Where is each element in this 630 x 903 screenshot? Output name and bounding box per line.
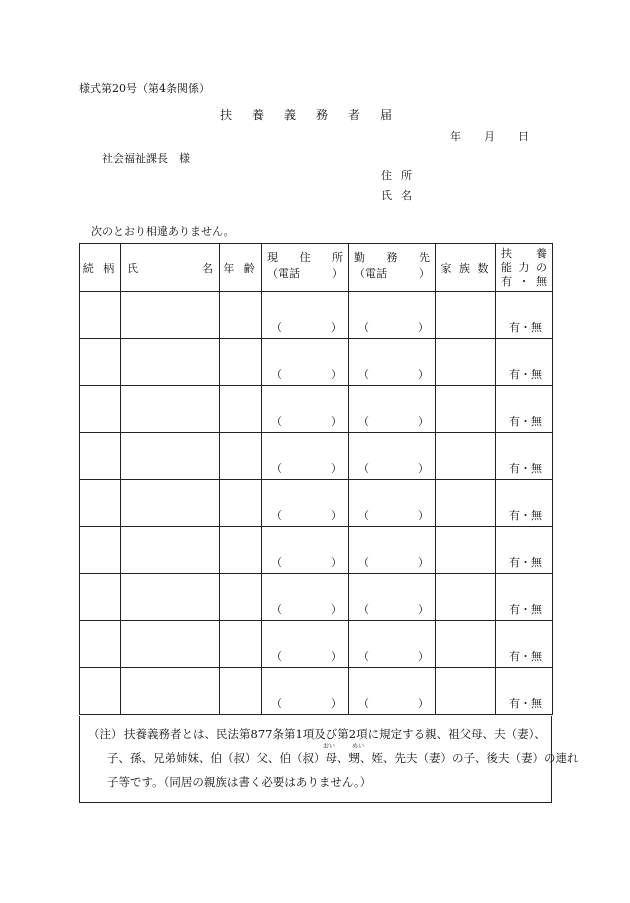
phone-parens xyxy=(262,648,348,664)
age-cell[interactable] xyxy=(220,292,262,339)
phone-parens xyxy=(349,366,435,382)
header-text: 養 xyxy=(536,247,547,260)
document-title xyxy=(220,106,412,123)
applicant-name-label xyxy=(381,187,421,203)
relationship-cell[interactable] xyxy=(80,480,121,527)
header-text: （電話 xyxy=(354,267,387,280)
phone-parens xyxy=(349,413,435,429)
relationship-cell[interactable] xyxy=(80,386,121,433)
title-char: 届 xyxy=(380,108,393,122)
header-text: 力 xyxy=(518,261,530,274)
table-row xyxy=(80,574,553,621)
workplace-cell[interactable] xyxy=(349,527,436,574)
workplace-cell[interactable] xyxy=(349,668,436,715)
yes-no-label[interactable]: 有・無 xyxy=(509,697,542,710)
header-age xyxy=(220,244,262,292)
address-cell[interactable] xyxy=(262,386,349,433)
relationship-cell[interactable] xyxy=(80,339,121,386)
paren-open: （ xyxy=(358,650,369,663)
workplace-cell[interactable] xyxy=(349,621,436,668)
family-count-cell[interactable] xyxy=(436,480,496,527)
header-text: 有 xyxy=(501,275,512,288)
yes-no-label[interactable]: 有・無 xyxy=(509,603,542,616)
header-text: 氏 xyxy=(127,261,138,275)
address-cell[interactable] xyxy=(262,621,349,668)
family-count-cell[interactable] xyxy=(436,668,496,715)
relationship-cell[interactable] xyxy=(80,433,121,480)
header-text: 名 xyxy=(202,261,213,275)
address-cell[interactable] xyxy=(262,339,349,386)
paren-open: （ xyxy=(271,650,282,663)
address-cell[interactable] xyxy=(262,433,349,480)
table-row xyxy=(80,292,553,339)
relationship-cell[interactable] xyxy=(80,527,121,574)
address-cell[interactable] xyxy=(262,574,349,621)
yes-no-label[interactable]: 有・無 xyxy=(509,321,542,334)
age-cell[interactable] xyxy=(220,433,262,480)
date-day: 日 xyxy=(518,130,529,143)
table-row xyxy=(80,621,553,668)
relationship-cell[interactable] xyxy=(80,292,121,339)
addressee: 社会福祉課長 様 xyxy=(102,152,190,165)
header-text: ） xyxy=(332,267,343,280)
paren-open: （ xyxy=(358,556,369,569)
phone-parens xyxy=(262,695,348,711)
family-count-cell[interactable] xyxy=(436,433,496,480)
family-count-cell[interactable] xyxy=(436,621,496,668)
workplace-cell[interactable] xyxy=(349,339,436,386)
note-line-2: 子、孫、兄弟姉妹、伯（叔）父、伯（叔）母、甥、姪、先夫（妻）の子、後夫（妻）の連れ xyxy=(107,751,579,765)
note-box xyxy=(79,716,579,803)
paren-close: ） xyxy=(331,321,342,334)
label-char: 名 xyxy=(401,189,412,202)
workplace-cell[interactable] xyxy=(349,480,436,527)
header-text: の xyxy=(536,261,547,274)
header-relationship xyxy=(80,244,121,292)
age-cell[interactable] xyxy=(220,339,262,386)
table-row xyxy=(80,386,553,433)
header-text: 勤 xyxy=(354,251,365,264)
header-text: 住 xyxy=(299,251,311,264)
address-cell[interactable] xyxy=(262,527,349,574)
phone-parens xyxy=(262,460,348,476)
paren-close: ） xyxy=(331,462,342,475)
support-ability-cell xyxy=(496,574,553,621)
name-cell[interactable] xyxy=(121,527,220,574)
name-cell[interactable] xyxy=(121,433,220,480)
table-row xyxy=(80,668,553,715)
ruby-oi: おい xyxy=(323,743,336,750)
date-line xyxy=(450,128,552,144)
relationship-cell[interactable] xyxy=(80,574,121,621)
paren-close: ） xyxy=(418,509,429,522)
phone-parens xyxy=(349,695,435,711)
date-year: 年 xyxy=(450,130,461,143)
header-text: 無 xyxy=(536,275,547,288)
header-text: 能 xyxy=(501,261,512,274)
header-text: 家 族 数 xyxy=(440,261,491,275)
name-cell[interactable] xyxy=(121,480,220,527)
header-family-count xyxy=(436,244,496,292)
paren-open: （ xyxy=(271,415,282,428)
address-cell[interactable] xyxy=(262,480,349,527)
paren-close: ） xyxy=(331,368,342,381)
paren-open: （ xyxy=(271,697,282,710)
header-text: 務 xyxy=(386,251,398,264)
paren-open: （ xyxy=(358,462,369,475)
support-ability-cell xyxy=(496,433,553,480)
label-char: 所 xyxy=(401,169,412,182)
header-name xyxy=(121,244,220,292)
note-line-3: 子等です。（同居の親族は書く必要はありません。） xyxy=(107,775,372,789)
phone-parens xyxy=(262,413,348,429)
paren-open: （ xyxy=(358,321,369,334)
family-count-cell[interactable] xyxy=(436,574,496,621)
address-cell[interactable] xyxy=(262,668,349,715)
yes-no-label[interactable]: 有・無 xyxy=(509,415,542,428)
support-ability-cell xyxy=(496,527,553,574)
address-cell[interactable] xyxy=(262,292,349,339)
age-cell[interactable] xyxy=(220,480,262,527)
applicant-address-label xyxy=(381,167,421,183)
title-char: 義 xyxy=(284,108,297,122)
relationship-cell[interactable] xyxy=(80,621,121,668)
support-ability-cell xyxy=(496,292,553,339)
table-header-row xyxy=(80,244,553,292)
paren-open: （ xyxy=(358,509,369,522)
paren-close: ） xyxy=(418,603,429,616)
paren-open: （ xyxy=(271,509,282,522)
paren-open: （ xyxy=(271,321,282,334)
paren-open: （ xyxy=(271,556,282,569)
header-workplace xyxy=(349,244,436,292)
workplace-cell[interactable] xyxy=(349,433,436,480)
header-text: （電話 xyxy=(267,267,300,280)
age-cell[interactable] xyxy=(220,621,262,668)
paren-close: ） xyxy=(418,368,429,381)
family-count-cell[interactable] xyxy=(436,339,496,386)
support-ability-cell xyxy=(496,386,553,433)
phone-parens xyxy=(349,507,435,523)
header-text: 続 柄 xyxy=(82,261,118,275)
phone-parens xyxy=(349,319,435,335)
support-ability-cell xyxy=(496,339,553,386)
title-char: 務 xyxy=(316,108,329,122)
name-cell[interactable] xyxy=(121,292,220,339)
form-number: 様式第20号（第4条関係） xyxy=(79,82,210,95)
family-count-cell[interactable] xyxy=(436,292,496,339)
table-row xyxy=(80,527,553,574)
table-body xyxy=(80,292,553,715)
paren-close: ） xyxy=(418,321,429,334)
paren-close: ） xyxy=(418,556,429,569)
workplace-cell[interactable] xyxy=(349,386,436,433)
paren-close: ） xyxy=(418,650,429,663)
header-address xyxy=(262,244,349,292)
paren-close: ） xyxy=(418,462,429,475)
paren-close: ） xyxy=(331,697,342,710)
header-text: 年 齢 xyxy=(223,261,258,275)
paren-close: ） xyxy=(331,650,342,663)
name-cell[interactable] xyxy=(121,668,220,715)
support-ability-cell xyxy=(496,480,553,527)
age-cell[interactable] xyxy=(220,527,262,574)
age-cell[interactable] xyxy=(220,668,262,715)
label-char: 住 xyxy=(381,169,392,182)
yes-no-label[interactable]: 有・無 xyxy=(509,462,542,475)
paren-open: （ xyxy=(358,697,369,710)
family-count-cell[interactable] xyxy=(436,386,496,433)
family-count-cell[interactable] xyxy=(436,527,496,574)
paren-close: ） xyxy=(331,556,342,569)
workplace-cell[interactable] xyxy=(349,574,436,621)
paren-open: （ xyxy=(358,603,369,616)
date-month: 月 xyxy=(484,130,495,143)
paren-open: （ xyxy=(271,368,282,381)
title-char: 扶 xyxy=(220,108,233,122)
phone-parens xyxy=(262,319,348,335)
note-line-1: 扶養義務者とは、民法第877条第1項及び第2項に規定する親、祖父母、夫（妻）、 xyxy=(124,727,546,741)
header-text: 扶 xyxy=(501,247,512,260)
table-row xyxy=(80,339,553,386)
phone-parens xyxy=(262,366,348,382)
age-cell[interactable] xyxy=(220,574,262,621)
phone-parens xyxy=(262,601,348,617)
relationship-cell[interactable] xyxy=(80,668,121,715)
title-char: 養 xyxy=(252,108,265,122)
name-cell[interactable] xyxy=(121,386,220,433)
phone-parens xyxy=(262,554,348,570)
yes-no-label[interactable]: 有・無 xyxy=(509,509,542,522)
paren-close: ） xyxy=(418,697,429,710)
support-obligor-table xyxy=(79,243,553,715)
title-char: 者 xyxy=(348,108,361,122)
yes-no-label[interactable]: 有・無 xyxy=(509,650,542,663)
phone-parens xyxy=(262,507,348,523)
phone-parens xyxy=(349,460,435,476)
paren-open: （ xyxy=(271,462,282,475)
header-text: 先 xyxy=(419,251,430,264)
yes-no-label[interactable]: 有・無 xyxy=(509,368,542,381)
header-support-ability xyxy=(496,244,553,292)
header-text: 現 xyxy=(267,251,278,264)
paren-close: ） xyxy=(331,603,342,616)
paren-close: ） xyxy=(331,415,342,428)
phone-parens xyxy=(349,554,435,570)
statement: 次のとおり相違ありません。 xyxy=(91,225,235,238)
paren-close: ） xyxy=(418,415,429,428)
header-text: ） xyxy=(419,267,430,280)
phone-parens xyxy=(349,601,435,617)
name-cell[interactable] xyxy=(121,574,220,621)
header-text: 所 xyxy=(332,251,343,264)
paren-open: （ xyxy=(358,368,369,381)
workplace-cell[interactable] xyxy=(349,292,436,339)
name-cell[interactable] xyxy=(121,339,220,386)
support-ability-cell xyxy=(496,668,553,715)
paren-open: （ xyxy=(358,415,369,428)
phone-parens xyxy=(349,648,435,664)
paren-open: （ xyxy=(271,603,282,616)
paren-close: ） xyxy=(331,509,342,522)
header-text: ・ xyxy=(518,275,530,288)
name-cell[interactable] xyxy=(121,621,220,668)
support-ability-cell xyxy=(496,621,553,668)
label-char: 氏 xyxy=(381,189,392,202)
note-marker: （注） xyxy=(88,727,123,741)
table-row xyxy=(80,480,553,527)
age-cell[interactable] xyxy=(220,386,262,433)
yes-no-label[interactable]: 有・無 xyxy=(509,556,542,569)
table-row xyxy=(80,433,553,480)
ruby-mei: めい xyxy=(352,743,365,750)
